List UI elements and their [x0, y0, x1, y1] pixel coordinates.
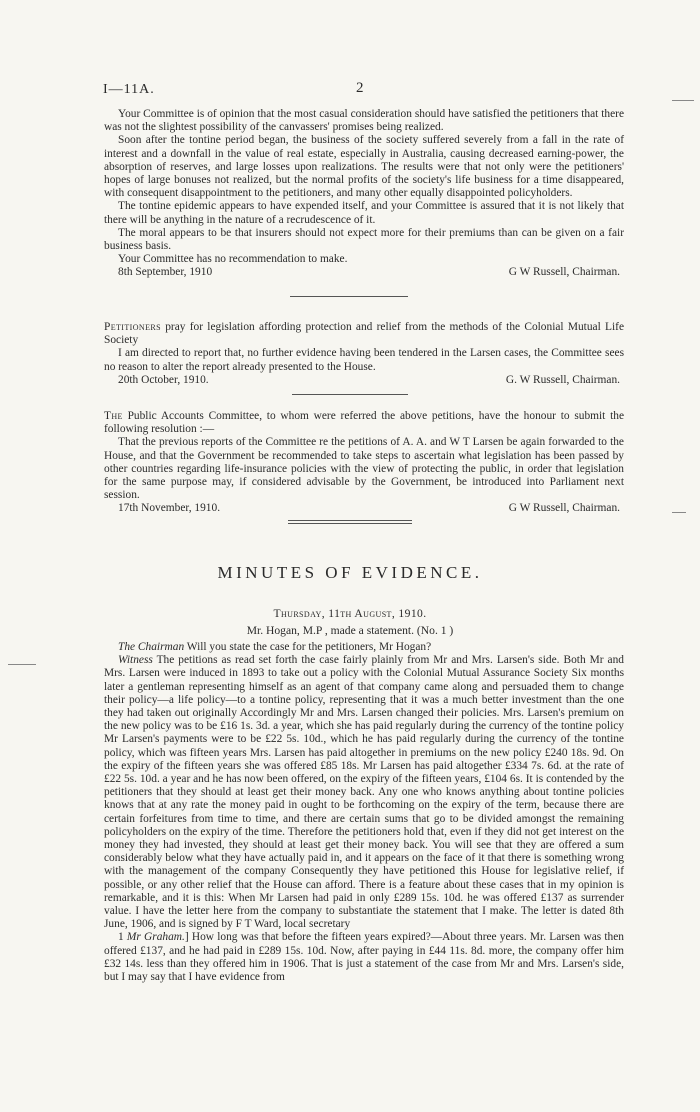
report-paragraph: Your Committee is of opinion that the most casual consideration should have satisfied the petitioners that there was not the slightest possibility of the canvassers' promises being realized. [104, 108, 624, 134]
section-divider [292, 394, 408, 395]
report-paragraph: Soon after the tontine period began, the business of the society suffered severely from a fall in the rate of interest and a downfall in the value of real estate, especially in Australia, causing decreased earning-power, the absorption of reserves, and large losses upon realizations. The results were that not only were the petitioners' hopes of large bonuses not realized, but the normal profits of the society's life business for a time disappeared, with consequent disappointment to the petitioners, and many other equally disappointed policyholders. [104, 134, 624, 200]
signature-line [104, 502, 624, 515]
report-paragraph: Your Committee has no recommendation to make. [118, 253, 348, 266]
signature-line [104, 374, 624, 387]
chairman-signature: G W Russell, Chairman. [508, 266, 620, 279]
graham-question: 1 Mr Graham.] How long was that before the fifteen years expired?—About three years. Mr. Larsen was then offered £137, and he had paid in £289 15s. 10d. Now, after paying in £44 11s. 8d. more, the company offer him £32 14s. less than they offered him in 1906. That is just a statement of the case from Mr and Mrs. Larsen's side, but I may say that I have evidence from [104, 931, 625, 984]
resolution-report [104, 410, 624, 516]
petition-paragraph: I am directed to report that, no further evidence having been tendered in the Larsen cases, the Committee sees no reason to alter the report already presented to the House. [104, 347, 624, 373]
margin-mark [672, 512, 686, 513]
margin-mark [672, 100, 694, 101]
resolution-intro: The Public Accounts Committee, to whom were referred the above petitions, have the honour to submit the following resolution :— [104, 410, 624, 436]
hearing-date: Thursday, 11th August, 1910. [273, 607, 427, 620]
double-divider-top [288, 520, 412, 521]
chairman-question: The Chairman Will you state the case for the petitioners, Mr Hogan? [118, 641, 432, 653]
page-number: 2 [356, 80, 364, 96]
statement-heading: Mr. Hogan, M.P , made a statement. (No. 1 ) [246, 624, 454, 637]
minutes-evidence [104, 641, 624, 984]
report-date: 8th September, 1910 [118, 266, 213, 279]
document-reference: I—11A. [103, 82, 155, 97]
section-divider [290, 296, 408, 297]
margin-mark [8, 664, 36, 665]
chairman-signature: G. W Russell, Chairman. [505, 373, 620, 386]
report-date: 17th November, 1910. [118, 502, 221, 515]
witness-answer: Witness The petitions as read set forth the case fairly plainly from Mr and Mrs. Larsen's side. Both Mr and Mrs. Larsen were induced in 1893 to take out a policy with the Colonial Mutual Assurance Society Six months later a gentleman representing himself as an agent of that company came along and persuaded them to change their policy—a life policy—to a tontine policy, representing that it was a much better investment than the one they had taken out originally Accordingly Mr and Mrs. Larsen changed their policies. Mrs. Larsen's premium on the new policy was to be £16 1s. 3d. a year, which she has paid regularly during the currency of the tontine policy Mr Larsen's payments were to be £22 5s. 10d., which he has paid regularly during the currency of the tontine policy, which was fifteen years Mrs. Larsen has paid altogether in premiums on the new policy £240 18s. 9d. On the expiry of the fifteen years she was offered £85 18s. Mr Larsen has paid altogether £334 7s. 6d. at the rate of £22 5s. 10d. a year and he has now been offered, on the expiry of the fifteen years, £104 6s. It is contended by the petitioners that they should at least get their money back. Any one who knows anything about tontine policies knows that at any rate the money paid in ought to be forthcoming on the expiry of the term, because there are certain forfeitures from time to time, and there are certain sums that go to be divided amongst the remaining policyholders on the expiry of the time. Therefore the petitioners hold that, even if they did not get interest on the money they had invested, they should at least get their money back. You will see that they are offered a sum considerably below what they have actually paid in, and it appears on the face of it that there is something wrong with the management of the company Consequently they have petitioned this House for legislative relief, if possible, or any other relief that the House can afford. There is a feature about these cases that in my opinion is remarkable, and it is this: When Mr Larsen had paid in only £289 15s. 10d. he was offered £137 as surrender value. I have the letter here from the company to substantiate the statement that I make. The letter is dated 8th June, 1906, and is signed by F T Ward, local secretary [104, 654, 624, 931]
minutes-title: MINUTES OF EVIDENCE. [217, 563, 483, 582]
chairman-signature: G W Russell, Chairman. [508, 502, 620, 515]
petition-heading: Petitioners pray for legislation affording protection and relief from the methods of the Colonial Mutual Life Society [104, 321, 624, 347]
report-date: 20th October, 1910. [118, 373, 209, 386]
committee-report [104, 108, 624, 280]
signature-line [104, 266, 624, 279]
report-paragraph: The moral appears to be that insurers should not expect more for their premiums than can be given on a fair business basis. [104, 226, 624, 253]
resolution-text: That the previous reports of the Committee re the petitions of A. A. and W T Larsen be again forwarded to the House, and that the Government be recommended to take steps to ascertain what legislation has been passed by other countries regarding life-insurance policies with the view of protecting the public, in order that legislation for the same purpose may, if considered advisable by the Government, be introduced into Parliament next session. [104, 436, 624, 502]
report-paragraph: The tontine epidemic appears to have expended itself, and your Committee is assured that it is not likely that there will be anything in the nature of a recrudescence of it. [104, 200, 624, 226]
petition-report [104, 321, 624, 387]
double-divider-bottom [288, 523, 412, 524]
